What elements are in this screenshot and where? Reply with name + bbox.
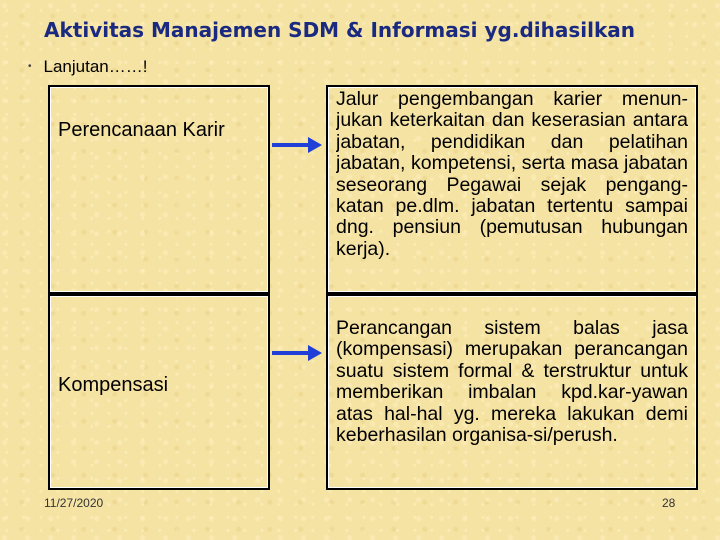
row-description: Perancangan sistem balas jasa (kompensasi) merupakan perancangan suatu sistem formal & terstruktur untuk memberikan imbalan kpd.kar-yawan atas hal-hal yg. mereka lakukan demi keberhasilan organisa-si/perush.: [336, 318, 688, 447]
right-arrow-icon: [270, 342, 324, 364]
row-description: Jalur pengembangan karier menun-jukan keterkaitan dan keserasian antara jabatan, pendidikan dan pelatihan jabatan, kompetensi, serta masa jabatan seseorang Pegawai sejak pengang-katan pe.dlm. jabatan tertentu sampai dng. pensiun (pemutusan hubungan kerja).: [336, 89, 688, 260]
bullet-icon: •: [28, 61, 32, 72]
description-box-kompensasi: [326, 294, 698, 490]
row-label: Perencanaan Karir: [58, 119, 225, 141]
page-number: 28: [662, 496, 676, 510]
label-box-kompensasi: [48, 294, 270, 490]
row-label: Kompensasi: [58, 374, 169, 396]
footer-date: 11/27/2020: [44, 496, 104, 510]
slide-title: Aktivitas Manajemen SDM & Informasi yg.dihasilkan: [44, 18, 635, 42]
right-arrow-icon: [270, 134, 324, 156]
label-box-perencanaan-karir: [48, 85, 270, 294]
description-box-perencanaan-karir: [326, 85, 698, 294]
subtitle-line: [28, 57, 147, 77]
subtitle-text: Lanjutan……!: [43, 57, 148, 76]
